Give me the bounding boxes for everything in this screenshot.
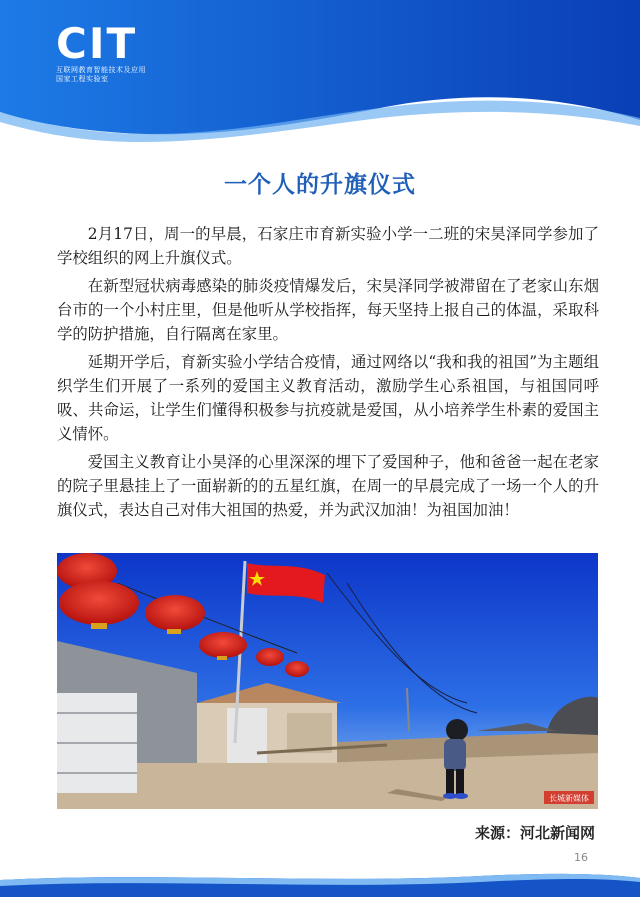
article-source: 来源：河北新闻网 xyxy=(474,824,595,842)
article-title: 一个人的升旗仪式 xyxy=(224,172,416,198)
paragraph: 爱国主义教育让小昊泽的心里深深的埋下了爱国种子，他和爸爸一起在老家的院子里悬挂上了一面崭新的的五星红旗，在周一的早晨完成了一场一个人的升旗仪式，表达自己对伟大祖国的热爱，并为武汉加油！为祖国加油！ xyxy=(57,453,599,519)
page-number: 16 xyxy=(574,851,588,864)
logo-subtitle-line2: 国家工程实验室 xyxy=(56,75,109,83)
paragraph: 2月17日，周一的早晨，石家庄市育新实验小学一二班的宋昊泽同学参加了学校组织的网上升旗仪式。 xyxy=(57,225,599,267)
paragraph: 在新型冠状病毒感染的肺炎疫情爆发后，宋昊泽同学被滞留在了老家山东烟台市的一个小村庄里，但是他听从学校指挥，每天坚持上报自己的体温，采取科学的防护措施，自行隔离在家里。 xyxy=(57,277,599,343)
flag-raising-photo xyxy=(57,553,598,809)
photo-watermark: 长城新媒体 xyxy=(549,794,589,803)
cit-logo xyxy=(56,19,176,92)
paragraph: 延期开学后，育新实验小学结合疫情，通过网络以“我和我的祖国”为主题组织学生们开展了一系列的爱国主义教育活动，激励学生心系祖国，与祖国同呼吸、共命运，让学生们懂得积极参与抗疫就是爱国，从小培养学生朴素的爱国主义情怀。 xyxy=(57,353,599,443)
page-footer-wave xyxy=(0,870,640,897)
logo-subtitle-line1: 互联网教育智能技术及应用 xyxy=(56,66,146,74)
article-body xyxy=(57,222,599,526)
logo-mark: CIT xyxy=(56,19,138,68)
page-header xyxy=(0,0,640,150)
